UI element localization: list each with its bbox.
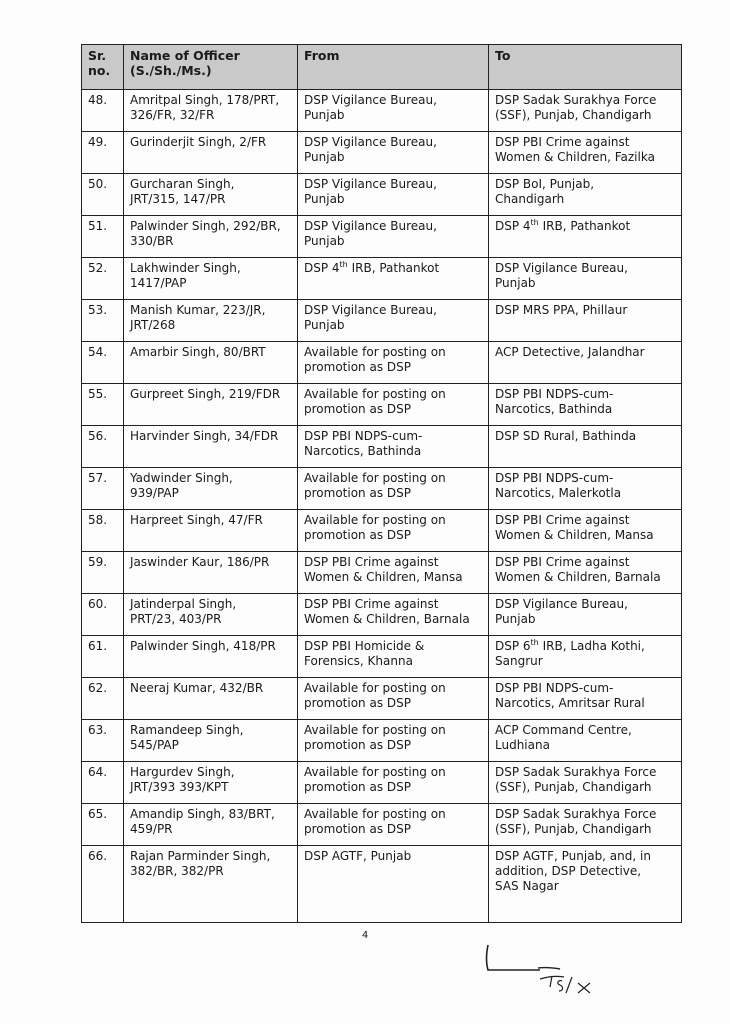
cell-name: Lakhwinder Singh, 1417/PAP <box>124 258 298 300</box>
posting-table <box>81 44 682 923</box>
header-sr-no: Sr. no. <box>82 45 124 90</box>
cell-to: DSP PBI NDPS-cum- Narcotics, Amritsar Rural <box>489 678 682 720</box>
cell-from: DSP Vigilance Bureau, Punjab <box>298 216 489 258</box>
cell-name: Amritpal Singh, 178/PRT, 326/FR, 32/FR <box>124 90 298 132</box>
cell-from: DSP 4th IRB, Pathankot <box>298 258 489 300</box>
cell-from: Available for posting on promotion as DSP <box>298 762 489 804</box>
cell-sr-no: 56. <box>82 426 124 468</box>
cell-to: DSP 6th IRB, Ladha Kothi, Sangrur <box>489 636 682 678</box>
cell-sr-no: 51. <box>82 216 124 258</box>
table-row <box>82 636 682 678</box>
cell-sr-no: 64. <box>82 762 124 804</box>
cell-sr-no: 58. <box>82 510 124 552</box>
cell-name: Palwinder Singh, 418/PR <box>124 636 298 678</box>
cell-sr-no: 49. <box>82 132 124 174</box>
cell-name: Amandip Singh, 83/BRT, 459/PR <box>124 804 298 846</box>
cell-sr-no: 50. <box>82 174 124 216</box>
cell-name: Manish Kumar, 223/JR, JRT/268 <box>124 300 298 342</box>
cell-to: DSP Vigilance Bureau, Punjab <box>489 594 682 636</box>
header-name-of-officer: Name of Officer (S./Sh./Ms.) <box>124 45 298 90</box>
cell-to: DSP PBI Crime against Women & Children, Fazilka <box>489 132 682 174</box>
table-row <box>82 510 682 552</box>
table-row <box>82 216 682 258</box>
table-row <box>82 90 682 132</box>
cell-from: DSP Vigilance Bureau, Punjab <box>298 132 489 174</box>
cell-to: DSP PBI NDPS-cum- Narcotics, Malerkotla <box>489 468 682 510</box>
table-header-row <box>82 45 682 90</box>
table-row <box>82 132 682 174</box>
cell-name: Rajan Parminder Singh, 382/BR, 382/PR <box>124 846 298 923</box>
cell-from: Available for posting on promotion as DSP <box>298 678 489 720</box>
table-body <box>82 90 682 923</box>
cell-name: Hargurdev Singh, JRT/393 393/KPT <box>124 762 298 804</box>
cell-from: Available for posting on promotion as DSP <box>298 720 489 762</box>
cell-to: DSP Sadak Surakhya Force (SSF), Punjab, Chandigarh <box>489 804 682 846</box>
cell-from: DSP AGTF, Punjab <box>298 846 489 923</box>
cell-sr-no: 53. <box>82 300 124 342</box>
cell-name: Palwinder Singh, 292/BR, 330/BR <box>124 216 298 258</box>
cell-to: DSP AGTF, Punjab, and, in addition, DSP Detective, SAS Nagar <box>489 846 682 923</box>
cell-from: Available for posting on promotion as DSP <box>298 342 489 384</box>
cell-name: Harpreet Singh, 47/FR <box>124 510 298 552</box>
table-row <box>82 174 682 216</box>
cell-from: DSP Vigilance Bureau, Punjab <box>298 174 489 216</box>
cell-to: ACP Detective, Jalandhar <box>489 342 682 384</box>
cell-to: DSP MRS PPA, Phillaur <box>489 300 682 342</box>
cell-sr-no: 60. <box>82 594 124 636</box>
table-row <box>82 804 682 846</box>
cell-sr-no: 57. <box>82 468 124 510</box>
cell-sr-no: 66. <box>82 846 124 923</box>
table-row <box>82 762 682 804</box>
cell-from: DSP PBI NDPS-cum- Narcotics, Bathinda <box>298 426 489 468</box>
cell-to: DSP 4th IRB, Pathankot <box>489 216 682 258</box>
cell-name: Neeraj Kumar, 432/BR <box>124 678 298 720</box>
table-row <box>82 846 682 923</box>
cell-sr-no: 61. <box>82 636 124 678</box>
cell-name: Gurpreet Singh, 219/FDR <box>124 384 298 426</box>
cell-from: Available for posting on promotion as DSP <box>298 804 489 846</box>
table-row <box>82 258 682 300</box>
header-to: To <box>489 45 682 90</box>
table-row <box>82 468 682 510</box>
cell-sr-no: 59. <box>82 552 124 594</box>
cell-to: DSP BoI, Punjab, Chandigarh <box>489 174 682 216</box>
cell-from: DSP PBI Crime against Women & Children, Barnala <box>298 594 489 636</box>
cell-name: Ramandeep Singh, 545/PAP <box>124 720 298 762</box>
table-row <box>82 300 682 342</box>
cell-name: Gurinderjit Singh, 2/FR <box>124 132 298 174</box>
header-from: From <box>298 45 489 90</box>
cell-to: ACP Command Centre, Ludhiana <box>489 720 682 762</box>
cell-sr-no: 54. <box>82 342 124 384</box>
cell-from: Available for posting on promotion as DSP <box>298 468 489 510</box>
handwritten-signature <box>480 943 610 1013</box>
cell-to: DSP Sadak Surakhya Force (SSF), Punjab, Chandigarh <box>489 762 682 804</box>
table-row <box>82 720 682 762</box>
table-row <box>82 384 682 426</box>
cell-from: DSP PBI Homicide & Forensics, Khanna <box>298 636 489 678</box>
cell-sr-no: 65. <box>82 804 124 846</box>
cell-name: Gurcharan Singh, JRT/315, 147/PR <box>124 174 298 216</box>
cell-name: Jatinderpal Singh, PRT/23, 403/PR <box>124 594 298 636</box>
cell-from: DSP Vigilance Bureau, Punjab <box>298 300 489 342</box>
cell-sr-no: 55. <box>82 384 124 426</box>
cell-to: DSP Sadak Surakhya Force (SSF), Punjab, Chandigarh <box>489 90 682 132</box>
table-row <box>82 426 682 468</box>
cell-name: Amarbir Singh, 80/BRT <box>124 342 298 384</box>
cell-from: DSP PBI Crime against Women & Children, Mansa <box>298 552 489 594</box>
table-row <box>82 594 682 636</box>
table-row <box>82 342 682 384</box>
cell-sr-no: 48. <box>82 90 124 132</box>
cell-sr-no: 63. <box>82 720 124 762</box>
cell-from: Available for posting on promotion as DSP <box>298 510 489 552</box>
cell-name: Harvinder Singh, 34/FDR <box>124 426 298 468</box>
cell-to: DSP SD Rural, Bathinda <box>489 426 682 468</box>
cell-to: DSP PBI Crime against Women & Children, Barnala <box>489 552 682 594</box>
cell-sr-no: 52. <box>82 258 124 300</box>
cell-name: Yadwinder Singh, 939/PAP <box>124 468 298 510</box>
cell-sr-no: 62. <box>82 678 124 720</box>
cell-to: DSP Vigilance Bureau, Punjab <box>489 258 682 300</box>
cell-name: Jaswinder Kaur, 186/PR <box>124 552 298 594</box>
cell-from: DSP Vigilance Bureau, Punjab <box>298 90 489 132</box>
cell-from: Available for posting on promotion as DSP <box>298 384 489 426</box>
table-row <box>82 552 682 594</box>
cell-to: DSP PBI Crime against Women & Children, Mansa <box>489 510 682 552</box>
page-number: 4 <box>361 930 369 941</box>
table-row <box>82 678 682 720</box>
cell-to: DSP PBI NDPS-cum- Narcotics, Bathinda <box>489 384 682 426</box>
